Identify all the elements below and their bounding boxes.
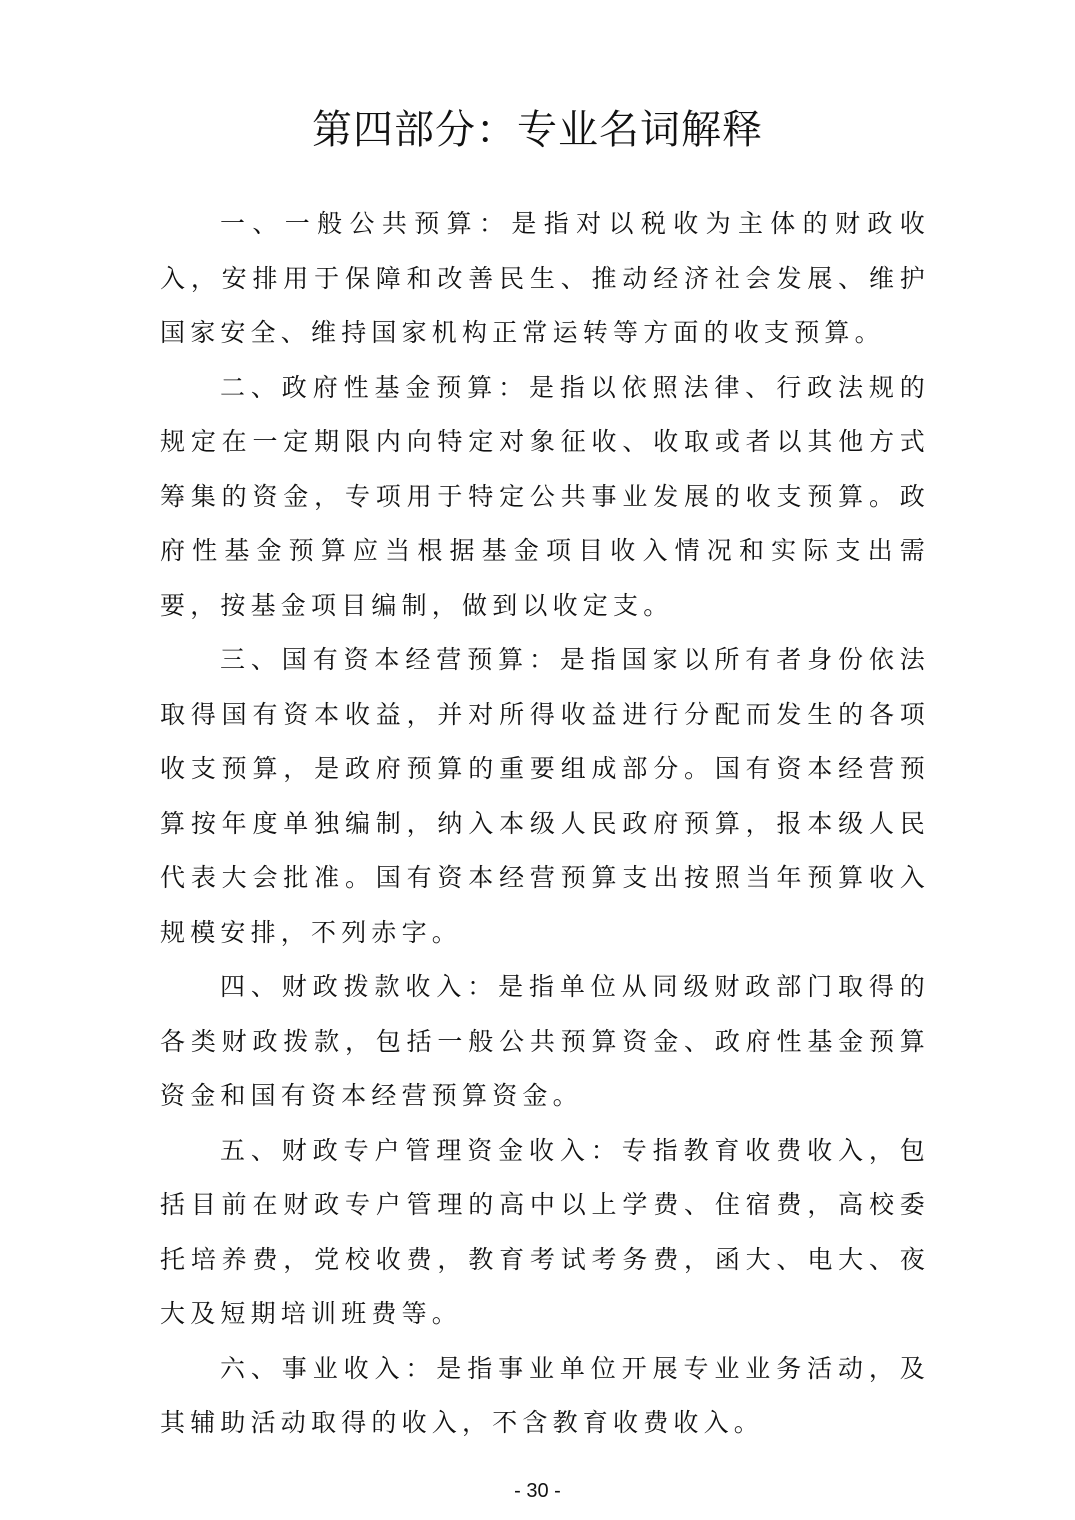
paragraph-government-fund-budget: 二、政府性基金预算：是指以依照法律、行政法规的规定在一定期限内向特定对象征收、收取或者以其他方式筹集的资金，专项用于特定公共事业发展的收支预算。政府性基金预算应当根据基金项目收入情况和实际支出需要，按基金项目编制，做到以收定支。: [160, 372, 930, 620]
document-body: [160, 197, 930, 1451]
paragraph-general-public-budget: 一、一般公共预算：是指对以税收为主体的财政收入，安排用于保障和改善民生、推动经济社会发展、维护国家安全、维持国家机构正常运转等方面的收支预算。: [160, 209, 930, 347]
page-number: - 30 -: [514, 1480, 561, 1502]
paragraph-business-income: 六、事业收入：是指事业单位开展专业业务活动，及其辅助活动取得的收入，不含教育收费收入。: [160, 1353, 930, 1437]
paragraph-state-capital-budget: 三、国有资本经营预算：是指国家以所有者身份依法取得国有资本收益，并对所得收益进行分配而发生的各项收支预算，是政府预算的重要组成部分。国有资本经营预算按年度单独编制，纳入本级人民政府预算，报本级人民代表大会批准。国有资本经营预算支出按照当年预算收入规模安排，不列赤字。: [160, 645, 930, 947]
paragraph-special-account-income: 五、财政专户管理资金收入：专指教育收费收入，包括目前在财政专户管理的高中以上学费、住宿费，高校委托培养费，党校收费，教育考试考务费，函大、电大、夜大及短期培训班费等。: [160, 1135, 930, 1328]
page-title: 第四部分：专业名词解释: [312, 107, 763, 153]
paragraph-fiscal-appropriation-income: 四、财政拨款收入：是指单位从同级财政部门取得的各类财政拨款，包括一般公共预算资金、政府性基金预算资金和国有资本经营预算资金。: [160, 972, 930, 1110]
